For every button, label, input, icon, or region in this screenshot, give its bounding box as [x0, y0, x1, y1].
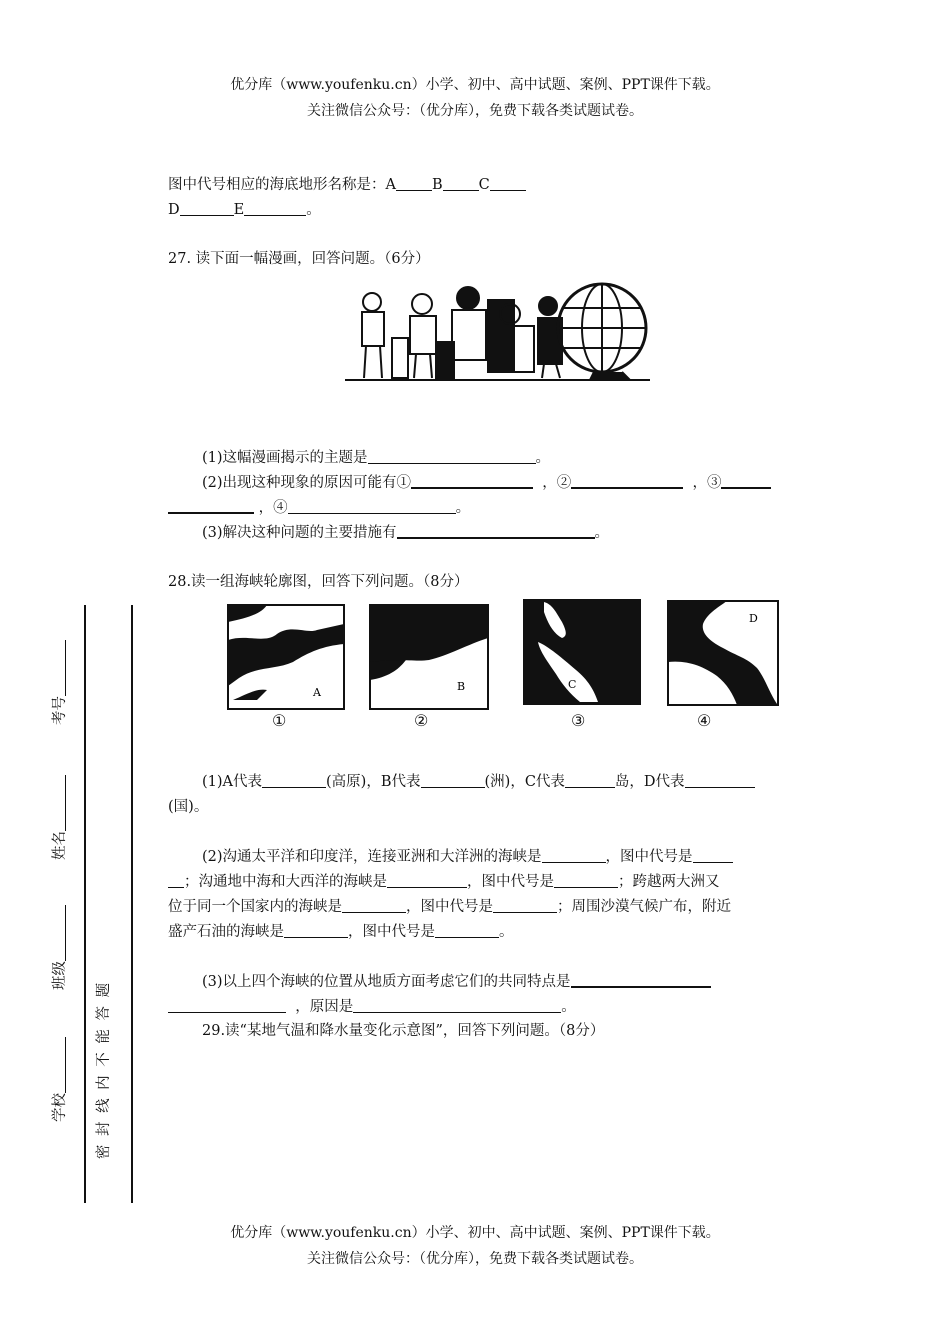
- q28-part-1-line-1: [202, 770, 755, 791]
- q28-p1-d: 岛，D代表: [614, 774, 685, 790]
- binding-notice: [92, 960, 112, 1180]
- map-number-2: ②: [414, 711, 429, 730]
- blank: [244, 201, 306, 217]
- q26-end: 。: [306, 202, 321, 218]
- q27-part-3: [202, 521, 609, 542]
- blank: [51, 1037, 67, 1093]
- blank: [262, 773, 326, 789]
- blank: [342, 898, 406, 914]
- blank: [421, 773, 485, 789]
- q26-label-a: A: [385, 177, 396, 193]
- blank: [51, 905, 67, 961]
- q27-part-1: [202, 446, 550, 467]
- blank: [51, 775, 67, 831]
- q28-p3-a: (3)以上四个海峡的位置从地质方面考虑它们的共同特点是: [202, 974, 571, 990]
- q27-p1-end: 。: [535, 450, 551, 466]
- map-label-d: D: [749, 612, 758, 625]
- blank: [490, 176, 526, 192]
- field-class: [48, 890, 68, 990]
- map-number-4: ④: [697, 711, 712, 730]
- q28-p2-l2b: ，图中代号是: [467, 874, 554, 890]
- q27-p3-end: 。: [594, 525, 610, 541]
- q28-p2-l1b: ，图中代号是: [605, 849, 693, 865]
- blank: [288, 499, 456, 515]
- q28-part-2-line-2: [168, 870, 720, 891]
- blank: [693, 848, 733, 864]
- q27-part-2-line-2: [168, 496, 470, 517]
- q27-p2-mark4: ，④: [258, 500, 288, 516]
- q26-line-2: [168, 198, 321, 219]
- blank: [721, 473, 771, 490]
- q26-prefix: 图中代号相应的海底地形名称是：: [168, 177, 386, 193]
- field-class-label: 班级: [52, 961, 68, 990]
- q27-part-2-line-1: [202, 471, 771, 492]
- blank: [493, 898, 557, 914]
- q28-p2-l4b: ，图中代号是: [348, 924, 435, 940]
- blank: [411, 473, 533, 490]
- field-exam-number: [48, 625, 68, 725]
- field-school: [48, 1022, 68, 1122]
- header-line-1: 优分库（www.youfenku.cn）小学、初中、高中试题、案例、PPT课件下载。: [230, 77, 720, 93]
- q28-p3-b: ，原因是: [295, 999, 354, 1015]
- blank: [168, 998, 286, 1014]
- q27-title: 27. 读下面一幅漫画，回答问题。（6分）: [168, 251, 430, 267]
- blank: [368, 449, 536, 465]
- strait-map-3: [522, 598, 642, 706]
- footer-line-1: 优分库（www.youfenku.cn）小学、初中、高中试题、案例、PPT课件下载。: [230, 1225, 720, 1241]
- blank: [387, 873, 467, 889]
- header-line-2: 关注微信公众号：（优分库），免费下载各类试题试卷。: [307, 103, 643, 119]
- q27-p1-prefix: (1)这幅漫画揭示的主题是: [202, 450, 368, 466]
- strait-map-2: [369, 604, 489, 710]
- blank: [443, 176, 479, 192]
- q29-title: 29.读“某地气温和降水量变化示意图”，回答下列问题。（8分）: [202, 1023, 605, 1039]
- field-name: [48, 760, 68, 860]
- q26-label-e: E: [233, 202, 245, 218]
- map-number-1: ①: [272, 711, 287, 730]
- q28-part-2-line-4: [168, 920, 514, 941]
- q28-p2-l4c: 。: [499, 924, 514, 940]
- blank: [435, 923, 499, 939]
- q26-label-c: C: [478, 177, 490, 193]
- map-number-3: ③: [571, 711, 586, 730]
- binding-line-inner: [84, 605, 86, 1203]
- footer-line-2: 关注微信公众号：（优分库），免费下载各类试题试卷。: [307, 1251, 643, 1267]
- strait-map-1: [227, 604, 345, 710]
- blank: [554, 873, 618, 889]
- binding-line-outer: [131, 605, 133, 1203]
- blank: [542, 848, 606, 864]
- q28-p2-l3b: ，图中代号是: [406, 899, 493, 915]
- field-school-label: 学校: [52, 1093, 68, 1122]
- q28-p2-l4a: 盛产石油的海峡是: [168, 924, 284, 940]
- blank: [571, 473, 683, 490]
- q28-part-3-line-1: [202, 970, 711, 991]
- blank: [168, 498, 254, 515]
- q28-p2-l1a: (2)沟通太平洋和印度洋，连接亚洲和大洋洲的海峡是: [202, 849, 542, 865]
- blank: [180, 201, 234, 217]
- q27-p3-prefix: (3)解决这种问题的主要措施有: [202, 525, 397, 541]
- q28-part-1-line-2: (国)。: [168, 799, 209, 815]
- map-label-a: A: [313, 686, 321, 699]
- cartoon-image: [340, 280, 655, 390]
- q27-p2-mark3: ，③: [692, 475, 722, 491]
- binding-notice-text: 密 封 线 内 不 能 答 题: [96, 980, 112, 1160]
- map-label-b: B: [457, 680, 466, 693]
- q27-p2-mark2: ，②: [542, 475, 572, 491]
- blank: [571, 972, 711, 989]
- q28-p1-a: (1)A代表: [202, 774, 263, 790]
- q26-label-d: D: [168, 202, 180, 218]
- q28-part-2-line-3: [168, 895, 731, 916]
- strait-map-4: [667, 600, 779, 706]
- blank: [396, 176, 432, 192]
- map-label-c: C: [568, 678, 577, 691]
- q26-label-b: B: [431, 177, 443, 193]
- q28-p2-l2c: ；跨越两大洲又: [618, 874, 720, 890]
- q28-p1-b: (高原)，B代表: [326, 774, 421, 790]
- q28-p2-l2a: ；沟通地中海和大西洋的海峡是: [184, 874, 387, 890]
- q27-p2-end: 。: [455, 500, 471, 516]
- blank: [685, 773, 755, 789]
- blank: [51, 640, 67, 696]
- q28-p2-l3a: 位于同一个国家内的海峡是: [168, 899, 342, 915]
- blank: [284, 923, 348, 939]
- q27-p2-prefix: (2)出现这种现象的原因可能有①: [202, 475, 412, 491]
- q28-p3-end: 。: [561, 999, 576, 1015]
- q28-p1-c: (洲)，C代表: [484, 774, 565, 790]
- field-exam-number-label: 考号: [52, 696, 68, 725]
- blank: [397, 523, 595, 540]
- field-name-label: 姓名: [52, 831, 68, 860]
- q28-p2-l3c: ；周围沙漠气候广布，附近: [557, 899, 731, 915]
- q28-title: 28.读一组海峡轮廓图，回答下列问题。（8分）: [168, 574, 469, 590]
- blank: [353, 998, 561, 1014]
- q28-part-2-line-1: [202, 845, 733, 866]
- blank: [565, 773, 615, 789]
- q28-part-3-line-2: [168, 995, 576, 1016]
- blank: [168, 873, 184, 889]
- q26-line-1: [168, 173, 526, 194]
